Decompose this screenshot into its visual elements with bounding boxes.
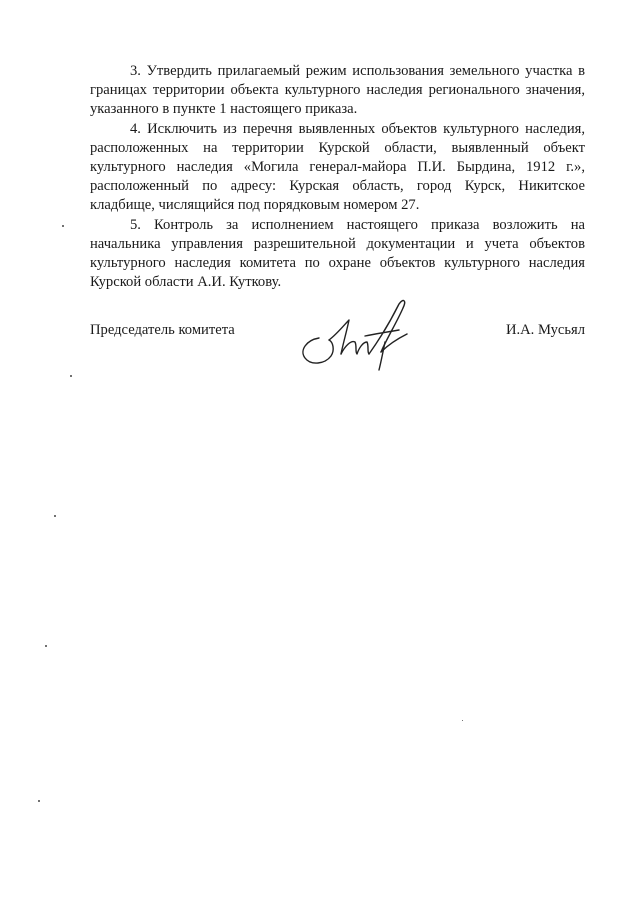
scan-speck bbox=[462, 720, 463, 721]
paragraph-5: 5. Контроль за исполнением настоящего приказа возложить на начальника управления разрешительной документации и учета объектов культурного наследия комитета по охране объектов культурного наследия Курской области А.И. Куткову. bbox=[90, 216, 585, 291]
signatory-name: И.А. Мусьял bbox=[505, 322, 585, 338]
paragraph-3: 3. Утвердить прилагаемый режим использования земельного участка в границах территории объекта культурного наследия регионального значения, указанного в пункте 1 настоящего приказа. bbox=[90, 63, 585, 118]
scan-speck bbox=[70, 375, 72, 377]
scan-speck bbox=[45, 645, 47, 647]
scan-speck bbox=[54, 515, 56, 517]
document-body bbox=[90, 62, 585, 292]
signature-block bbox=[90, 318, 585, 388]
handwritten-signature-icon bbox=[295, 290, 425, 372]
paragraph-4: 4. Исключить из перечня выявленных объектов культурного наследия, расположенных на территории Курской области, выявленный объект культурного наследия «Могила генерал-майора П.И. Бырдина, 1912 г.», расположенный по адресу: Курская область, город Курск, Никитское кладбище, числящийся под порядковым номером 27. bbox=[90, 120, 585, 214]
scan-speck bbox=[38, 800, 40, 802]
scan-speck bbox=[62, 225, 64, 227]
signatory-title: Председатель комитета bbox=[90, 322, 235, 338]
